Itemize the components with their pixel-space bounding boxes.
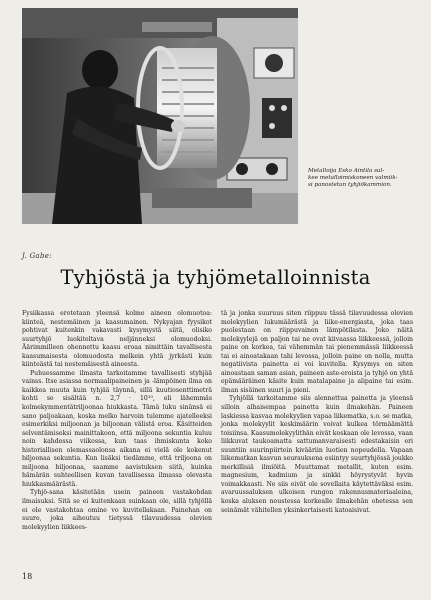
photo-caption [308, 168, 420, 190]
article-title: Tyhjöstä ja tyhjömetalloinnista [60, 266, 371, 289]
paragraph: Puhuessamme ilmasta tarkoitamme tavallisesti styhjää vainss. Itse asiassa normaalipaineinen ja -lämpöinen ilma on kaikkea muuta kuin tyhjää täynnä, sillä kuutiosenttimeträ kohti se sisältää n. 2,7 · 10¹⁹, eli lähemmäs kolmekymmentätriljoonaa hiukkasta. Tämä luku sinänsä ei sano paljoakaan, koska melko harvoin tulemme ajatelleeksi esimerkiksi miljoonan ja biljoonan välistä eroa. Käsitteiden selventämiseksi mainittakoon, että miljoona sekuntia kuluu noin kahdessa viikossa, kun taas ihmiskunta koko historiallisen olemassaolonsa aikana ei vielä ole kokenut biljoonaa sekuntia. Kun lisäksi tiedämme, että triljoona on miljoona biljoonaa, saamme aavistuksen siitä, kuinka hämärän suhteellisen kuvan tavallisessa ilmassa olevasta hiukkasmäärästä. [22, 369, 212, 488]
caption-line: Metalloija Esko Aintila sul- [308, 168, 385, 174]
photograph-worker-vacuum-chamber [22, 8, 298, 224]
paragraph: Tyhjöllä tarkoitamme siis alennettua painetta ja yleensä silloin alhaisempaa painetta kuin ilmakehän. Paineen laskiessa kasvaa molekyylien vapaa liikematka, s.o. se matka, jonka molekyylit keskimäärin voivat kulkea törmäämättä toisiinsa. Kaasumolekyylithän eivät koskaan ole levossa, vaan liikkuvat taukoamatta sattumanvaraisesti edestakaisin eri suuntiin suurinpiirtein kivääriin luotien nopeudella. Vapaan liikematkan kasvun seurauksena esiintyy suurtyhjössä joukko merkillisiä ilmiöitä. Muuttamat metallit, kuten esim. magnesium, kadmium ja sinkki höyrystyvät hyvin voimakkaasti. Ne siis eivät ole sovellaita käytettäväksi esim. avaruussaluksen ulkoisen rungon rakennusmateriaaleina, koska aluksen noustessa korkealle ilmakehän ohetessa sen seinämät vähitellen yksinkertaisesti katoaisivat. [221, 395, 413, 514]
photo-icon [22, 8, 298, 224]
page-number: 18 [22, 572, 33, 581]
caption-line: kee metalloimiskoneen valmiik- [308, 175, 398, 182]
paragraph: Fysiikassa erotetaan yleensä kolme aineen olomuotoa: kiinteä, nestemäinen ja kaasumainen. Nykyajan fyysikot pohtivat kuitenkin vakavasti kysymystä siitä, olisiko suurtyhjö luokiteltava neljänneksi olomuodoksi. Äärimmilleen ohennettu kaasu eroaa nimittäin tavallisesta kaasumaisesta olomuodosta melkein yhtä jyrkästi kuin kiinteästä tai nestemäisestä aineesta. [22, 310, 212, 369]
text-column-left [22, 310, 212, 532]
article-author: J. Gabe: [22, 252, 52, 260]
paragraph: tä ja jonka suuruus siten riippuu tässä tilavuudessa olevien molekyylien lukumäärästä ja liike-energiasta, joka taas puolestaan on riippuvainen lämpötilasta. Joko näitä molekyylejä on paljon tai ne ovat kiivaassa liikkeessä, jolloin paine on korkea, tai vähemmän tai pienemmässä liikkeessä tai ei ainoatakaan tahi levossa, jolloin paine on nolla, mutta negatiivista painetta ei voi kuvitella. Kysymys on siten ainoastaan saman asian, paineen aste-eroista ja tyhjö on yhtä epämääräinen käsite kuin matalapaine ja alipaine tai esim. ilman sisäinen suuri ja pieni. [221, 310, 413, 394]
paragraph: Tyhjö-sana käsitetään usein paineen vastakohdan ilmaisuksi. Sitä se ei kuitenkaan suinkaan ole, sillä tyhjöllä ei ole vastakohtaa omine vo kuvitellakaan. Painehan on suure, joka aiheutuu tietyssä tilavuudessa olevien molekyylien liikkees- [22, 489, 212, 531]
caption-line: si panostetun tyhjiökammion. [308, 182, 392, 189]
text-column-right [221, 310, 413, 515]
